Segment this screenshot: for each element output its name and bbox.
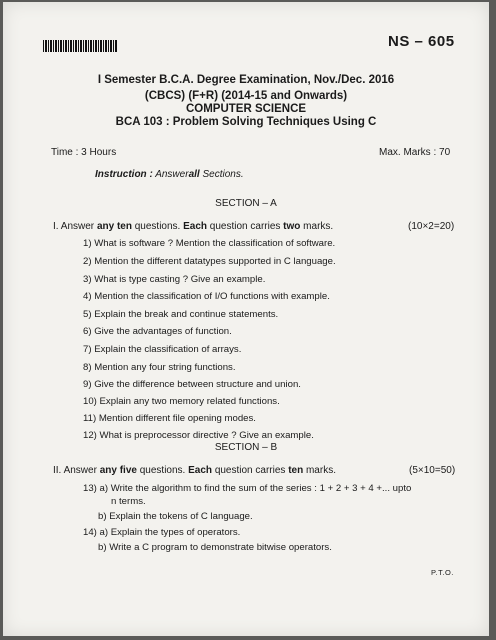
question-item: b) Write a C program to demonstrate bitwise operators. [98, 542, 332, 553]
section-b-title: SECTION – B [214, 442, 278, 453]
section-a-head-text: marks. [303, 221, 334, 232]
section-b-head-bold: any five [99, 465, 137, 476]
section-b-head-text: questions. [139, 465, 186, 476]
question-item: 14) a) Explain the types of operators. [83, 527, 241, 538]
section-a-head-bold: two [283, 221, 301, 232]
page-turn-note: P.T.O. [431, 568, 454, 577]
question-item: 7) Explain the classification of arrays. [83, 344, 242, 355]
section-b-head-text: marks. [305, 465, 336, 476]
section-a-head-text: questions. [134, 221, 181, 232]
question-item: 9) Give the difference between structure and union. [83, 379, 301, 390]
section-a-head-bold: any ten [96, 221, 132, 232]
section-a-instruction [53, 221, 333, 232]
question-item: 4) Mention the classification of I/O functions with example. [83, 291, 330, 302]
paper-title: BCA 103 : Problem Solving Techniques Using C [115, 116, 377, 128]
instruction-tail: Sections. [202, 169, 244, 180]
question-item: 2) Mention the different datatypes supported in C language. [83, 256, 336, 267]
question-item: 12) What is preprocessor directive ? Give an example. [83, 430, 314, 441]
question-item: 11) Mention different file opening modes. [83, 413, 256, 424]
section-a-head-text: question carries [209, 221, 281, 232]
max-marks: Max. Marks : 70 [379, 147, 451, 158]
section-b-number: II. [53, 465, 62, 476]
question-item-continued: n terms. [111, 496, 146, 507]
question-item: 5) Explain the break and continue statements. [83, 309, 279, 320]
question-item: 8) Mention any four string functions. [83, 362, 236, 373]
question-item: b) Explain the tokens of C language. [98, 511, 253, 522]
instruction-bold: all [188, 169, 200, 180]
question-item: 10) Explain any two memory related functions. [83, 396, 280, 407]
section-b-head-text: question carries [214, 465, 286, 476]
question-item: 13) a) Write the algorithm to find the sum of the series : 1 + 2 + 3 + 4 +... upto [83, 483, 412, 494]
instruction-text: Answer [155, 169, 189, 180]
instruction-label: Instruction : [95, 169, 153, 180]
section-b-marks: (5×10=50) [409, 465, 456, 476]
section-a-marks: (10×2=20) [408, 221, 455, 232]
section-a-head-text: Answer [60, 221, 95, 232]
question-item: 1) What is software ? Mention the classification of software. [83, 238, 336, 249]
section-b-head-bold: ten [288, 465, 304, 476]
paper-code: NS – 605 [388, 33, 455, 50]
section-b-head-bold: Each [188, 465, 213, 476]
section-a-title: SECTION – A [215, 198, 277, 209]
time-allowed: Time : 3 Hours [51, 147, 117, 158]
exam-scheme: (CBCS) (F+R) (2014-15 and Onwards) [144, 90, 348, 102]
exam-paper [3, 2, 489, 636]
question-item: 3) What is type casting ? Give an example. [83, 274, 266, 285]
section-a-head-bold: Each [183, 221, 208, 232]
question-item: 6) Give the advantages of function. [83, 326, 232, 337]
instruction [95, 169, 244, 180]
barcode-image [43, 40, 117, 52]
exam-title: I Semester B.C.A. Degree Examination, Nov./Dec. 2016 [97, 74, 395, 86]
section-b-head-text: Answer [63, 465, 97, 476]
section-a-number: I. [53, 221, 59, 232]
subject-name: COMPUTER SCIENCE [185, 103, 307, 115]
section-b-instruction [53, 465, 336, 476]
